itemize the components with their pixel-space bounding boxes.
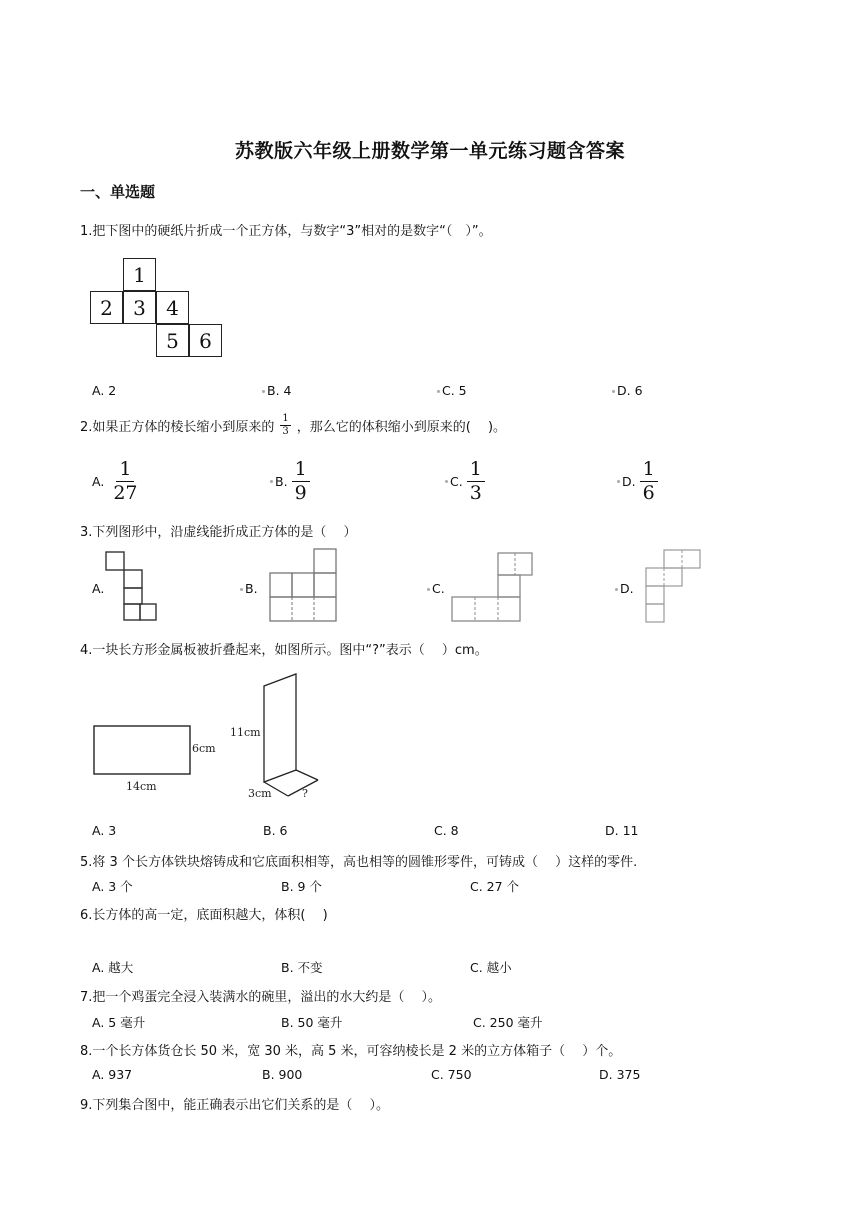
cube-net-figure	[90, 258, 225, 360]
fraction-denominator: 9	[294, 482, 307, 504]
q8-option-d[interactable]: D. 375	[599, 1067, 641, 1082]
q2-option-c-label: C.	[450, 474, 463, 489]
q2-option-b-fraction	[292, 460, 310, 503]
section-heading: 一、单选题	[80, 183, 156, 201]
question-8-text: 8.一个长方体货仓长 50 米，宽 30 米，高 5 米，可容纳棱长是 2 米的立方体箱子（ ）个。	[80, 1044, 622, 1059]
q3-option-c-label[interactable]	[427, 581, 445, 596]
q7-option-c[interactable]: C. 250 毫升	[473, 1015, 543, 1030]
fraction-numerator: 1	[467, 460, 485, 482]
question-4-text: 4.一块长方形金属板被折叠起来，如图所示。图中“?”表示（ ）cm。	[80, 643, 488, 658]
fraction-numerator: 1	[640, 460, 658, 482]
q1-option-b[interactable]	[262, 383, 291, 398]
q3-option-d-net-figure	[642, 548, 704, 624]
q2-option-b-label: B.	[275, 474, 288, 489]
q3-option-b-net-figure	[268, 547, 340, 623]
fraction-numerator: 1	[292, 460, 310, 482]
q3-option-d-label[interactable]	[615, 581, 634, 596]
net-cell-6: 6	[189, 324, 222, 357]
q2-option-d-fraction	[640, 460, 658, 503]
q4-option-a[interactable]: A. 3	[92, 823, 117, 838]
q8-option-b[interactable]: B. 900	[262, 1067, 303, 1082]
q2-option-d-label: D.	[622, 474, 636, 489]
net-cell-1: 1	[123, 258, 156, 291]
bullet-dot-icon	[262, 390, 265, 393]
q5-option-b[interactable]: B. 9 个	[281, 879, 322, 894]
net-cell-2: 2	[90, 291, 123, 324]
q6-option-b[interactable]: B. 不变	[281, 960, 323, 975]
bullet-dot-icon	[612, 390, 615, 393]
q4-option-c[interactable]: C. 8	[434, 823, 459, 838]
fraction-denominator: 3	[282, 426, 289, 437]
bullet-dot-icon	[437, 390, 440, 393]
q5-option-a[interactable]: A. 3 个	[92, 879, 133, 894]
question-2-text	[80, 414, 506, 437]
bullet-dot-icon	[240, 588, 243, 591]
q1-option-a[interactable]: A. 2	[92, 383, 117, 398]
net-cell-4: 4	[156, 291, 189, 324]
question-7-text: 7.把一个鸡蛋完全浸入装满水的碗里，溢出的水大约是（ ）。	[80, 990, 442, 1005]
q5-option-c[interactable]: C. 27 个	[470, 879, 520, 894]
q6-option-c[interactable]: C. 越小	[470, 960, 512, 975]
fraction-denominator: 3	[469, 482, 482, 504]
bullet-dot-icon	[270, 480, 273, 483]
q7-option-a[interactable]: A. 5 毫升	[92, 1015, 146, 1030]
q8-option-c[interactable]: C. 750	[431, 1067, 472, 1082]
q2-option-c-fraction	[467, 460, 485, 503]
bullet-dot-icon	[617, 480, 620, 483]
q7-option-b[interactable]: B. 50 毫升	[281, 1015, 343, 1030]
q2-option-a-label: A.	[92, 474, 105, 489]
q3-option-c-text: C.	[432, 581, 445, 596]
question-3-text: 3.下列图形中，沿虚线能折成正方体的是（ ）	[80, 525, 357, 540]
question-2-fraction	[280, 414, 290, 437]
q1-option-c[interactable]	[437, 383, 467, 398]
question-2-text-before: 2.如果正方体的棱长缩小到原来的	[80, 420, 275, 435]
q2-option-a[interactable]	[92, 460, 141, 503]
question-1-text: 1.把下图中的硬纸片折成一个正方体，与数字“3”相对的是数字“（ ）”。	[80, 224, 492, 239]
q1-option-d-label: D. 6	[617, 383, 643, 398]
q1-option-b-label: B. 4	[267, 383, 292, 398]
bullet-dot-icon	[445, 480, 448, 483]
page-title: 苏教版六年级上册数学第一单元练习题含答案	[234, 140, 625, 162]
q3-option-c-net-figure	[450, 551, 534, 623]
q3-option-d-text: D.	[620, 581, 634, 596]
fraction-denominator: 27	[113, 482, 138, 504]
q2-option-d[interactable]	[617, 460, 658, 503]
q2-option-a-fraction	[110, 460, 140, 503]
question-6-text: 6.长方体的高一定，底面积越大，体积( )	[80, 908, 328, 923]
q2-option-b[interactable]	[270, 460, 310, 503]
tall-side-label: 11cm	[230, 726, 261, 739]
q2-option-c[interactable]	[445, 460, 485, 503]
q1-option-c-label: C. 5	[442, 383, 467, 398]
q6-option-a[interactable]: A. 越大	[92, 960, 134, 975]
q8-option-a[interactable]: A. 937	[92, 1067, 133, 1082]
question-9-text: 9.下列集合图中，能正确表示出它们关系的是（ ）。	[80, 1098, 390, 1113]
rect-width-label: 14cm	[126, 780, 157, 793]
rect-height-label: 6cm	[192, 742, 216, 755]
folded-plate-figure	[88, 672, 338, 804]
q4-option-d[interactable]: D. 11	[605, 823, 639, 838]
net-cell-5: 5	[156, 324, 189, 357]
question-5-text: 5.将 3 个长方体铁块熔铸成和它底面积相等，高也相等的圆锥形零件，可铸成（ ）这样的零件.	[80, 855, 638, 870]
fraction-numerator: 1	[282, 413, 289, 424]
question-2-text-after: ，那么它的体积缩小到原来的( )。	[296, 420, 507, 435]
q3-option-b-label[interactable]	[240, 581, 258, 596]
bullet-dot-icon	[615, 588, 618, 591]
net-cell-3: 3	[123, 291, 156, 324]
unknown-label: ?	[302, 787, 308, 800]
base-label: 3cm	[248, 787, 272, 800]
q3-option-b-text: B.	[245, 581, 258, 596]
q1-option-d[interactable]	[612, 383, 643, 398]
bullet-dot-icon	[427, 588, 430, 591]
fraction-denominator: 6	[642, 482, 655, 504]
q4-option-b[interactable]: B. 6	[263, 823, 288, 838]
fraction-numerator: 1	[116, 460, 134, 482]
q3-option-a-label[interactable]: A.	[92, 581, 105, 596]
q3-option-a-net-figure	[104, 550, 160, 622]
